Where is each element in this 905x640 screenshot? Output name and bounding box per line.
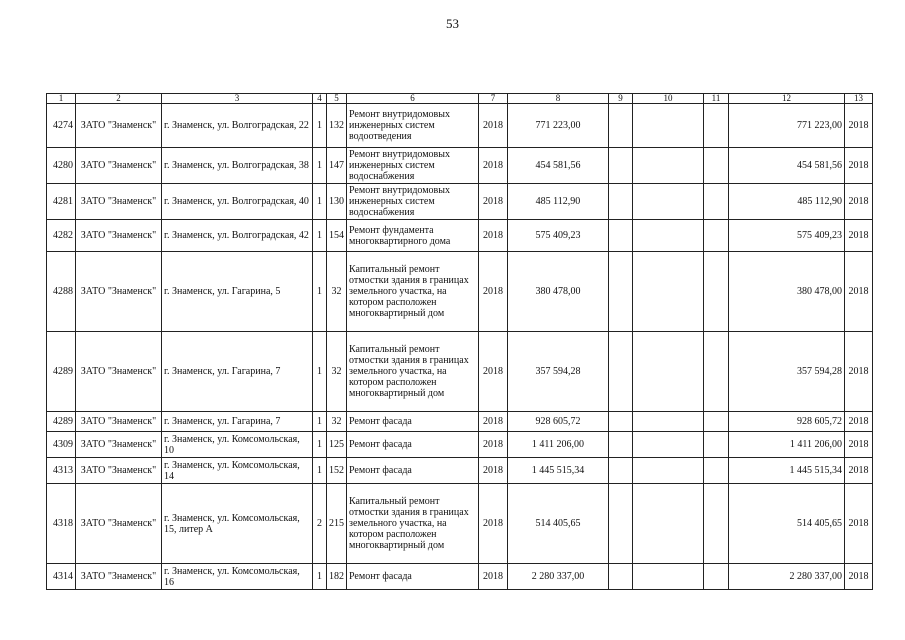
total-amount-cell: 485 112,90: [729, 184, 845, 220]
count-cell: 130: [327, 184, 347, 220]
floors-cell: 1: [313, 458, 327, 484]
empty-cell: [633, 104, 704, 148]
empty-cell: [609, 332, 633, 412]
total-amount-cell: 380 478,00: [729, 252, 845, 332]
column-header: 4: [313, 94, 327, 104]
year-cell: 2018: [479, 184, 508, 220]
address-cell: г. Знаменск, ул. Гагарина, 5: [162, 252, 313, 332]
column-header: 13: [845, 94, 873, 104]
empty-cell: [704, 252, 729, 332]
address-cell: г. Знаменск, ул. Комсомольская, 10: [162, 432, 313, 458]
end-year-cell: 2018: [845, 184, 873, 220]
empty-cell: [609, 484, 633, 564]
empty-cell: [609, 104, 633, 148]
column-header: 11: [704, 94, 729, 104]
work-type-cell: Капитальный ремонт отмостки здания в границах земельного участка, на котором расположен многоквартирный дом: [347, 332, 479, 412]
register-table: [46, 93, 873, 590]
empty-cell: [704, 484, 729, 564]
floors-cell: 1: [313, 220, 327, 252]
table-row: [47, 564, 873, 590]
total-amount-cell: 454 581,56: [729, 148, 845, 184]
year-cell: 2018: [479, 458, 508, 484]
municipality-cell: ЗАТО "Знаменск": [76, 184, 162, 220]
work-type-cell: Ремонт фасада: [347, 432, 479, 458]
amount-cell: 485 112,90: [508, 184, 609, 220]
floors-cell: 1: [313, 104, 327, 148]
end-year-cell: 2018: [845, 412, 873, 432]
count-cell: 32: [327, 252, 347, 332]
address-cell: г. Знаменск, ул. Комсомольская, 16: [162, 564, 313, 590]
year-cell: 2018: [479, 252, 508, 332]
municipality-cell: ЗАТО "Знаменск": [76, 148, 162, 184]
amount-cell: 928 605,72: [508, 412, 609, 432]
year-cell: 2018: [479, 432, 508, 458]
empty-cell: [633, 148, 704, 184]
table-row: [47, 220, 873, 252]
end-year-cell: 2018: [845, 484, 873, 564]
empty-cell: [704, 104, 729, 148]
empty-cell: [609, 564, 633, 590]
row-id-cell: 4309: [47, 432, 76, 458]
work-type-cell: Ремонт внутридомовых инженерных систем водоснабжения: [347, 184, 479, 220]
year-cell: 2018: [479, 220, 508, 252]
empty-cell: [609, 252, 633, 332]
floors-cell: 1: [313, 432, 327, 458]
total-amount-cell: 2 280 337,00: [729, 564, 845, 590]
column-header: 3: [162, 94, 313, 104]
row-id-cell: 4318: [47, 484, 76, 564]
row-id-cell: 4289: [47, 412, 76, 432]
total-amount-cell: 357 594,28: [729, 332, 845, 412]
work-type-cell: Ремонт фасада: [347, 412, 479, 432]
amount-cell: 2 280 337,00: [508, 564, 609, 590]
table-row: [47, 332, 873, 412]
column-header: 7: [479, 94, 508, 104]
end-year-cell: 2018: [845, 458, 873, 484]
municipality-cell: ЗАТО "Знаменск": [76, 432, 162, 458]
address-cell: г. Знаменск, ул. Комсомольская, 14: [162, 458, 313, 484]
table-row: [47, 412, 873, 432]
column-number-row: [47, 94, 873, 104]
address-cell: г. Знаменск, ул. Гагарина, 7: [162, 412, 313, 432]
municipality-cell: ЗАТО "Знаменск": [76, 458, 162, 484]
column-header: 12: [729, 94, 845, 104]
end-year-cell: 2018: [845, 432, 873, 458]
work-type-cell: Ремонт фасада: [347, 564, 479, 590]
empty-cell: [633, 484, 704, 564]
address-cell: г. Знаменск, ул. Комсомольская, 15, литер А: [162, 484, 313, 564]
work-type-cell: Капитальный ремонт отмостки здания в границах земельного участка, на котором расположен многоквартирный дом: [347, 484, 479, 564]
empty-cell: [609, 220, 633, 252]
amount-cell: 357 594,28: [508, 332, 609, 412]
empty-cell: [704, 184, 729, 220]
floors-cell: 2: [313, 484, 327, 564]
amount-cell: 514 405,65: [508, 484, 609, 564]
row-id-cell: 4313: [47, 458, 76, 484]
municipality-cell: ЗАТО "Знаменск": [76, 332, 162, 412]
column-header: 1: [47, 94, 76, 104]
address-cell: г. Знаменск, ул. Волгоградская, 38: [162, 148, 313, 184]
address-cell: г. Знаменск, ул. Волгоградская, 40: [162, 184, 313, 220]
municipality-cell: ЗАТО "Знаменск": [76, 564, 162, 590]
empty-cell: [704, 332, 729, 412]
end-year-cell: 2018: [845, 252, 873, 332]
empty-cell: [609, 412, 633, 432]
floors-cell: 1: [313, 252, 327, 332]
municipality-cell: ЗАТО "Знаменск": [76, 104, 162, 148]
table-body: [47, 94, 873, 590]
year-cell: 2018: [479, 104, 508, 148]
amount-cell: 1 411 206,00: [508, 432, 609, 458]
floors-cell: 1: [313, 564, 327, 590]
column-header: 2: [76, 94, 162, 104]
municipality-cell: ЗАТО "Знаменск": [76, 252, 162, 332]
empty-cell: [633, 458, 704, 484]
floors-cell: 1: [313, 148, 327, 184]
year-cell: 2018: [479, 148, 508, 184]
row-id-cell: 4280: [47, 148, 76, 184]
empty-cell: [633, 184, 704, 220]
page-number: 53: [446, 16, 459, 31]
address-cell: г. Знаменск, ул. Волгоградская, 22: [162, 104, 313, 148]
end-year-cell: 2018: [845, 564, 873, 590]
empty-cell: [704, 148, 729, 184]
empty-cell: [633, 252, 704, 332]
work-type-cell: Ремонт фундамента многоквартирного дома: [347, 220, 479, 252]
table-row: [47, 148, 873, 184]
row-id-cell: 4314: [47, 564, 76, 590]
column-header: 9: [609, 94, 633, 104]
table-row: [47, 484, 873, 564]
count-cell: 125: [327, 432, 347, 458]
column-header: 10: [633, 94, 704, 104]
table-row: [47, 184, 873, 220]
row-id-cell: 4289: [47, 332, 76, 412]
total-amount-cell: 575 409,23: [729, 220, 845, 252]
amount-cell: 380 478,00: [508, 252, 609, 332]
amount-cell: 454 581,56: [508, 148, 609, 184]
amount-cell: 1 445 515,34: [508, 458, 609, 484]
count-cell: 32: [327, 412, 347, 432]
address-cell: г. Знаменск, ул. Гагарина, 7: [162, 332, 313, 412]
count-cell: 215: [327, 484, 347, 564]
work-type-cell: Ремонт внутридомовых инженерных систем водоснабжения: [347, 148, 479, 184]
count-cell: 182: [327, 564, 347, 590]
end-year-cell: 2018: [845, 148, 873, 184]
total-amount-cell: 1 411 206,00: [729, 432, 845, 458]
count-cell: 147: [327, 148, 347, 184]
municipality-cell: ЗАТО "Знаменск": [76, 220, 162, 252]
municipality-cell: ЗАТО "Знаменск": [76, 484, 162, 564]
floors-cell: 1: [313, 184, 327, 220]
table-row: [47, 432, 873, 458]
empty-cell: [609, 148, 633, 184]
row-id-cell: 4281: [47, 184, 76, 220]
floors-cell: 1: [313, 332, 327, 412]
municipality-cell: ЗАТО "Знаменск": [76, 412, 162, 432]
count-cell: 132: [327, 104, 347, 148]
floors-cell: 1: [313, 412, 327, 432]
column-header: 6: [347, 94, 479, 104]
total-amount-cell: 1 445 515,34: [729, 458, 845, 484]
total-amount-cell: 928 605,72: [729, 412, 845, 432]
address-cell: г. Знаменск, ул. Волгоградская, 42: [162, 220, 313, 252]
year-cell: 2018: [479, 484, 508, 564]
row-id-cell: 4288: [47, 252, 76, 332]
empty-cell: [609, 432, 633, 458]
empty-cell: [704, 220, 729, 252]
row-id-cell: 4282: [47, 220, 76, 252]
row-id-cell: 4274: [47, 104, 76, 148]
empty-cell: [633, 564, 704, 590]
amount-cell: 771 223,00: [508, 104, 609, 148]
empty-cell: [609, 184, 633, 220]
total-amount-cell: 514 405,65: [729, 484, 845, 564]
empty-cell: [633, 432, 704, 458]
empty-cell: [633, 220, 704, 252]
work-type-cell: Ремонт фасада: [347, 458, 479, 484]
count-cell: 152: [327, 458, 347, 484]
empty-cell: [704, 458, 729, 484]
empty-cell: [704, 412, 729, 432]
end-year-cell: 2018: [845, 332, 873, 412]
count-cell: 154: [327, 220, 347, 252]
end-year-cell: 2018: [845, 104, 873, 148]
table-row: [47, 458, 873, 484]
year-cell: 2018: [479, 332, 508, 412]
column-header: 8: [508, 94, 609, 104]
empty-cell: [633, 332, 704, 412]
table-row: [47, 104, 873, 148]
empty-cell: [704, 564, 729, 590]
year-cell: 2018: [479, 412, 508, 432]
work-type-cell: Капитальный ремонт отмостки здания в границах земельного участка, на котором расположен многоквартирный дом: [347, 252, 479, 332]
amount-cell: 575 409,23: [508, 220, 609, 252]
end-year-cell: 2018: [845, 220, 873, 252]
column-header: 5: [327, 94, 347, 104]
work-type-cell: Ремонт внутридомовых инженерных систем водоотведения: [347, 104, 479, 148]
count-cell: 32: [327, 332, 347, 412]
empty-cell: [609, 458, 633, 484]
total-amount-cell: 771 223,00: [729, 104, 845, 148]
empty-cell: [704, 432, 729, 458]
empty-cell: [633, 412, 704, 432]
table-row: [47, 252, 873, 332]
year-cell: 2018: [479, 564, 508, 590]
